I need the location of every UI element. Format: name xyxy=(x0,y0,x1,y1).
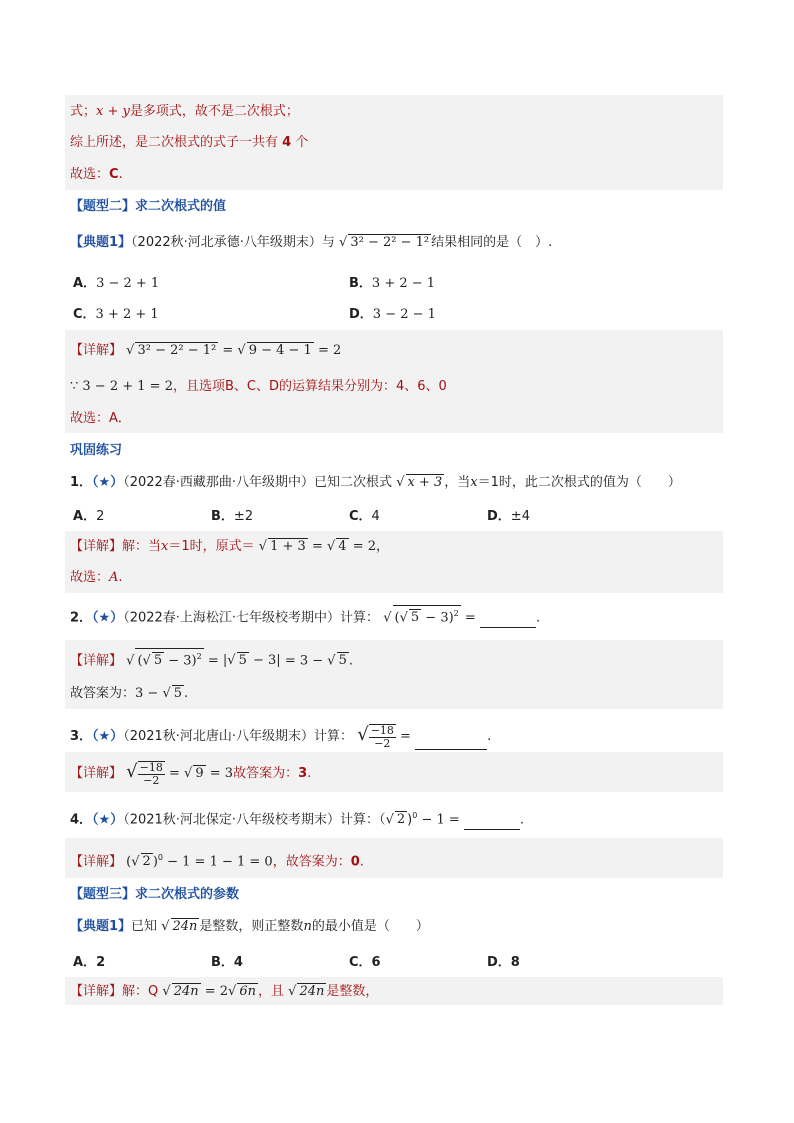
sqrt-sign: √ xyxy=(396,475,405,490)
sqrt-sign: √ xyxy=(326,539,336,554)
q1-option-d: D．±4 xyxy=(487,509,530,524)
top-line-1: 式；x + y是多项式，故不是二次根式； xyxy=(70,104,299,119)
sqrt-sign: √ xyxy=(126,653,135,669)
q2-question: 2．（★）（2022春·上海松江·七年级校考期中）计算： √ (√ 5 − 3)$^2$ = . xyxy=(70,605,724,628)
sqrt-sign: √ xyxy=(131,854,140,870)
q1-solution-line1: 【详解】解：当x＝1时，原式＝ √ 1 + 3 = √ 4 = 2， xyxy=(70,539,389,554)
sqrt-sign: √ xyxy=(162,984,171,999)
q1-option-c: C．4 xyxy=(349,509,380,524)
example1-solution-line1: 【详解】 √ 3² − 2² − 1² = √ 9 − 4 − 1 = 2 xyxy=(70,343,342,358)
paren: ( xyxy=(126,854,132,870)
sqrt-sign: √ xyxy=(126,761,138,782)
q3-fraction: $\frac{-18}{-2}$ xyxy=(370,723,394,750)
q2-solution-line1: 【详解】 √ (√ 5 − 3)$^2$ = |√ 5 − 3| = 3 − √ 5 . xyxy=(70,648,724,671)
section-title-3: 【题型三】求二次根式的参数 xyxy=(70,887,240,902)
example1-solution-line3: 故选：A． xyxy=(70,411,131,426)
sqrt-sign: √ xyxy=(258,539,268,554)
q2-sol-radicand: (√ 5 − 3)$^2$ xyxy=(135,648,203,668)
q1-option-a: A．2 xyxy=(73,509,105,524)
practice-title: 巩固练习 xyxy=(70,443,123,458)
q1-solution-line2: 故选：A. xyxy=(70,570,123,585)
answer-blank xyxy=(480,613,536,628)
q4-solution: 【详解】 (√ 2 )$^0$ − 1 = 1 − 1 = 0，故答案为：0. xyxy=(70,853,364,870)
example3-question: 【典题1】已知 √ 24n 是整数，则正整数n的最小值是（ ） xyxy=(70,919,429,934)
example3-option-c: C．6 xyxy=(349,955,381,970)
abs-value: |√ 5 − 3| xyxy=(222,653,281,669)
sqrt-sign: √ xyxy=(327,653,336,669)
section-title-2: 【题型二】求二次根式的值 xyxy=(70,199,227,214)
q2-radicand: (√ 5 − 3)$^2$ xyxy=(393,605,461,625)
example3-option-b: B．4 xyxy=(211,955,243,970)
option-b: B．3 + 2 − 1 xyxy=(349,276,436,291)
sqrt-sign: √ xyxy=(184,766,193,781)
sqrt-sign: √ xyxy=(161,919,170,934)
q1-question: 1．（★）（2022春·西藏那曲·八年级期中）已知二次根式 √ x + 3 ，当x＝1时，此二次根式的值为（ ） xyxy=(70,475,681,490)
q1-option-b: B．±2 xyxy=(211,509,254,524)
sqrt-sign: √ xyxy=(237,343,246,358)
sqrt-sign: √ xyxy=(357,724,369,745)
q4-question: 4．（★）（2021秋·河北保定·八年级校考期末）计算：（√ 2 )$^0$ − 1 = . xyxy=(70,806,724,830)
example3-option-d: D．8 xyxy=(487,955,520,970)
sqrt-sign: √ xyxy=(162,686,171,701)
q3-question: 3．（★）（2021秋·河北唐山·八年级期末）计算： √ $\frac{-18}{-2}$ = . xyxy=(70,723,492,750)
answer-blank xyxy=(415,735,487,750)
answer-blank xyxy=(464,815,520,830)
sqrt-sign: √ xyxy=(288,984,297,999)
sqrt-sign: √ xyxy=(383,610,392,626)
sqrt-sign: √ xyxy=(228,984,237,999)
option-d: D．3 − 2 − 1 xyxy=(349,307,436,322)
option-c: C．3 + 2 + 1 xyxy=(73,307,159,322)
example3-option-a: A．2 xyxy=(73,955,106,970)
sqrt-sign: √ xyxy=(385,812,394,828)
sqrt-sign: √ xyxy=(126,343,135,358)
top-line-3: 故选：C. xyxy=(70,167,123,182)
q3-sol-fraction: $\frac{-18}{-2}$ xyxy=(139,760,163,787)
sqrt-sign: √ xyxy=(339,235,348,250)
example1-solution-line2: ∵ 3 − 2 + 1 = 2，且选项B、C、D的运算结果分别为：4、6、0 xyxy=(70,379,447,394)
example1-question: 【典题1】（2022秋·河北承德·八年级期末）与 √ 3² − 2² − 1² 结果相同的是（ ）. xyxy=(70,235,553,250)
option-a: A．3 − 2 + 1 xyxy=(73,276,160,291)
q3-solution: 【详解】 √ $\frac{-18}{-2}$ = √ 9 = 3故答案为：3. xyxy=(70,760,312,787)
example3-solution: 【详解】解：Q √ 24n = 2√ 6n ，且 √ 24n 是整数， xyxy=(70,984,379,999)
top-line-2: 综上所述，是二次根式的式子一共有 4 个 xyxy=(70,135,309,150)
q2-solution-line2: 故答案为：3 − √ 5 . xyxy=(70,686,189,701)
